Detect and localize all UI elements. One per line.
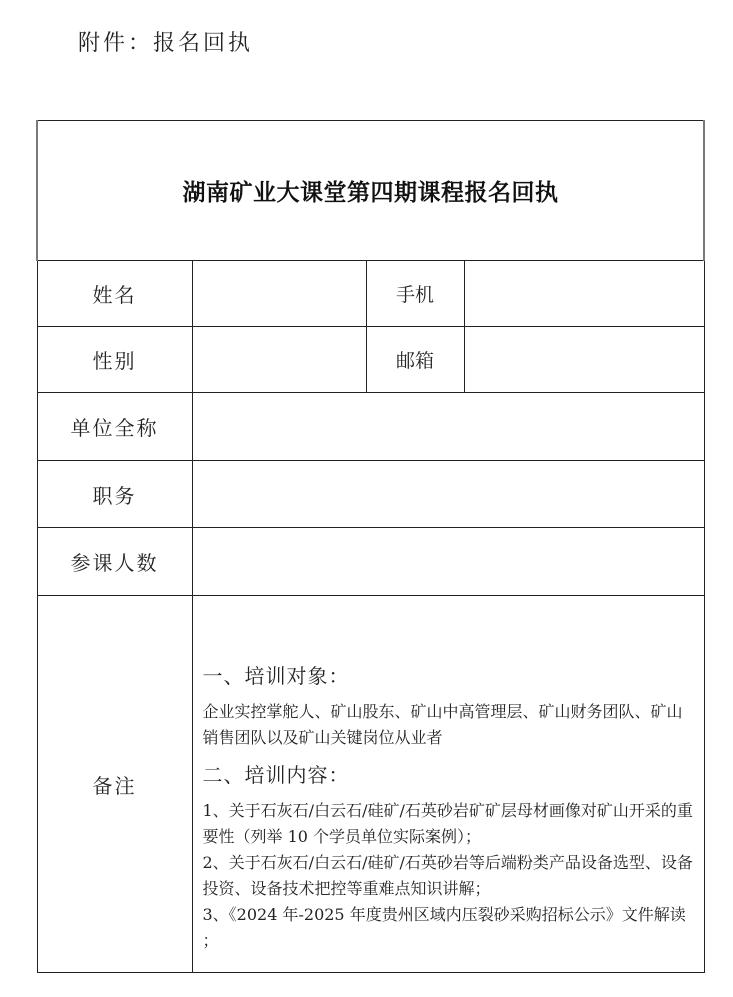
position-label: 职务 — [37, 461, 192, 528]
email-label: 邮箱 — [366, 327, 464, 393]
gender-label: 性别 — [37, 327, 192, 393]
attachment-header: 附件：报名回执 — [78, 31, 254, 56]
name-label: 姓名 — [37, 261, 192, 327]
training-content-heading: 二、培训内容： — [202, 763, 350, 787]
organization-field[interactable] — [192, 393, 704, 461]
organization-label: 单位全称 — [37, 393, 192, 461]
phone-label: 手机 — [366, 261, 464, 327]
notes-label: 备注 — [37, 596, 192, 973]
gender-field[interactable] — [192, 327, 366, 393]
form-row-attendees — [37, 528, 704, 596]
training-content-list — [203, 798, 696, 954]
attendees-label: 参课人数 — [37, 528, 192, 596]
registration-form-table — [36, 120, 705, 973]
title-row — [37, 121, 704, 261]
name-field[interactable] — [192, 261, 366, 327]
training-audience-text: 企业实控掌舵人、矿山股东、矿山中高管理层、矿山财务团队、矿山销售团队以及矿山关键岗位从业者 — [202, 702, 683, 747]
form-row-position — [37, 461, 704, 528]
training-audience-heading: 一、培训对象： — [202, 664, 350, 688]
position-field[interactable] — [192, 461, 704, 528]
form-row-notes — [37, 596, 704, 973]
phone-field[interactable] — [464, 261, 704, 327]
notes-content[interactable] — [192, 596, 704, 973]
training-content-item: 1、关于石灰石/白云石/硅矿/石英砂岩矿矿层母材画像对矿山开采的重要性（列举 10 个学员单位实际案例）； — [202, 801, 693, 846]
form-title: 湖南矿业大课堂第四期课程报名回执 — [37, 121, 704, 261]
form-row-organization — [37, 393, 704, 461]
form-row-name-phone — [37, 261, 704, 327]
email-field[interactable] — [464, 327, 704, 393]
attendees-field[interactable] — [192, 528, 704, 596]
training-content-item: 2、关于石灰石/白云石/硅矿/石英砂岩等后端粉类产品设备选型、设备投资、设备技术把控等重难点知识讲解； — [202, 853, 693, 898]
training-content-item: 3、《2024 年-2025 年度贵州区域内压裂砂采购招标公示》文件解读 ； — [202, 905, 686, 950]
form-row-gender-email — [37, 327, 704, 393]
